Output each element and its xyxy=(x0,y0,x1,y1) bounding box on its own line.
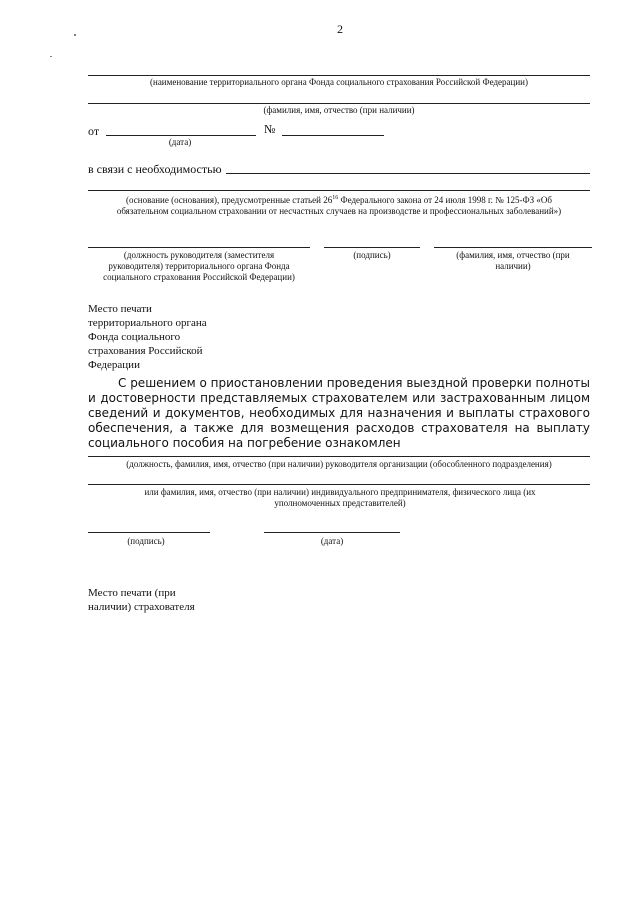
article-superscript: 16 xyxy=(332,195,339,201)
ip-line[interactable] xyxy=(88,484,590,485)
official-fio-line[interactable] xyxy=(434,247,592,248)
org-name-caption: (наименование территориального органа Фонда социального страхования Российской Федерации) xyxy=(150,77,528,87)
org-name-line[interactable] xyxy=(88,75,590,76)
scan-speck xyxy=(50,56,52,57)
position-caption: (должность руководителя (заместителя руководителя) территориального органа Фонда социального страхования Российской Федерации) xyxy=(103,250,295,282)
page-number: 2 xyxy=(337,22,343,36)
necessity-label: в связи с необходимостью xyxy=(88,162,222,176)
basis-caption-part1: (основание (основания), предусмотренные статьей 26 xyxy=(126,195,333,205)
necessity-line[interactable] xyxy=(226,173,590,174)
scan-speck xyxy=(74,34,76,36)
number-label: № xyxy=(264,122,276,136)
signature-caption: (подпись) xyxy=(353,250,391,260)
fio-line[interactable] xyxy=(88,103,590,104)
official-fio-caption: (фамилия, имя, отчество (при наличии) xyxy=(456,250,570,271)
basis-caption-line2: обязательном социальном страховании от несчастных случаев на производстве и профессиональных заболеваний») xyxy=(116,206,562,216)
insurer-date-caption: (дата) xyxy=(320,536,344,546)
position-line[interactable] xyxy=(88,247,310,248)
stamp-line: Место печати (при xyxy=(88,587,176,599)
stamp-line: территориального органа xyxy=(88,317,207,329)
head-caption: (должность, фамилия, имя, отчество (при наличии) руководителя организации (обособленного подразделения) xyxy=(126,459,552,469)
stamp-line: Федерации xyxy=(88,359,140,371)
insurer-signature-caption: (подпись) xyxy=(127,536,165,546)
stamp-line: страхования Российской xyxy=(88,345,203,357)
stamp-place-fund xyxy=(88,302,248,372)
stamp-line: Фонда социального xyxy=(88,331,181,343)
stamp-line: наличии) страхователя xyxy=(88,601,195,613)
date-caption: (дата) xyxy=(168,137,192,147)
stamp-place-insurer xyxy=(88,586,248,614)
decision-paragraph: С решением о приостановлении проведения выездной проверки полноты и достоверности представляемых страхователем или застрахованным лицом сведений и документов, необходимых для назначения и выплаты страхового обеспечения, а также для возмещения расходов страхователя на выплату социального пособия на погребение ознакомлен xyxy=(88,376,590,450)
signature-line[interactable] xyxy=(324,247,420,248)
from-label: от xyxy=(88,124,100,138)
ip-caption: или фамилия, имя, отчество (при наличии) индивидуального предпринимателя, физического лица (их уполномоченных представителей) xyxy=(144,487,536,508)
date-line[interactable] xyxy=(106,135,256,136)
basis-caption xyxy=(88,193,590,217)
insurer-signature-line[interactable] xyxy=(88,532,210,533)
insurer-date-line[interactable] xyxy=(264,532,400,533)
stamp-line: Место печати xyxy=(88,303,152,315)
necessity-line-2[interactable] xyxy=(88,190,590,191)
basis-caption-part2: Федерального закона от 24 июля 1998 г. № 125-ФЗ «Об xyxy=(338,195,552,205)
head-line[interactable] xyxy=(88,456,590,457)
number-line[interactable] xyxy=(282,135,384,136)
fio-caption: (фамилия, имя, отчество (при наличии) xyxy=(263,105,415,115)
